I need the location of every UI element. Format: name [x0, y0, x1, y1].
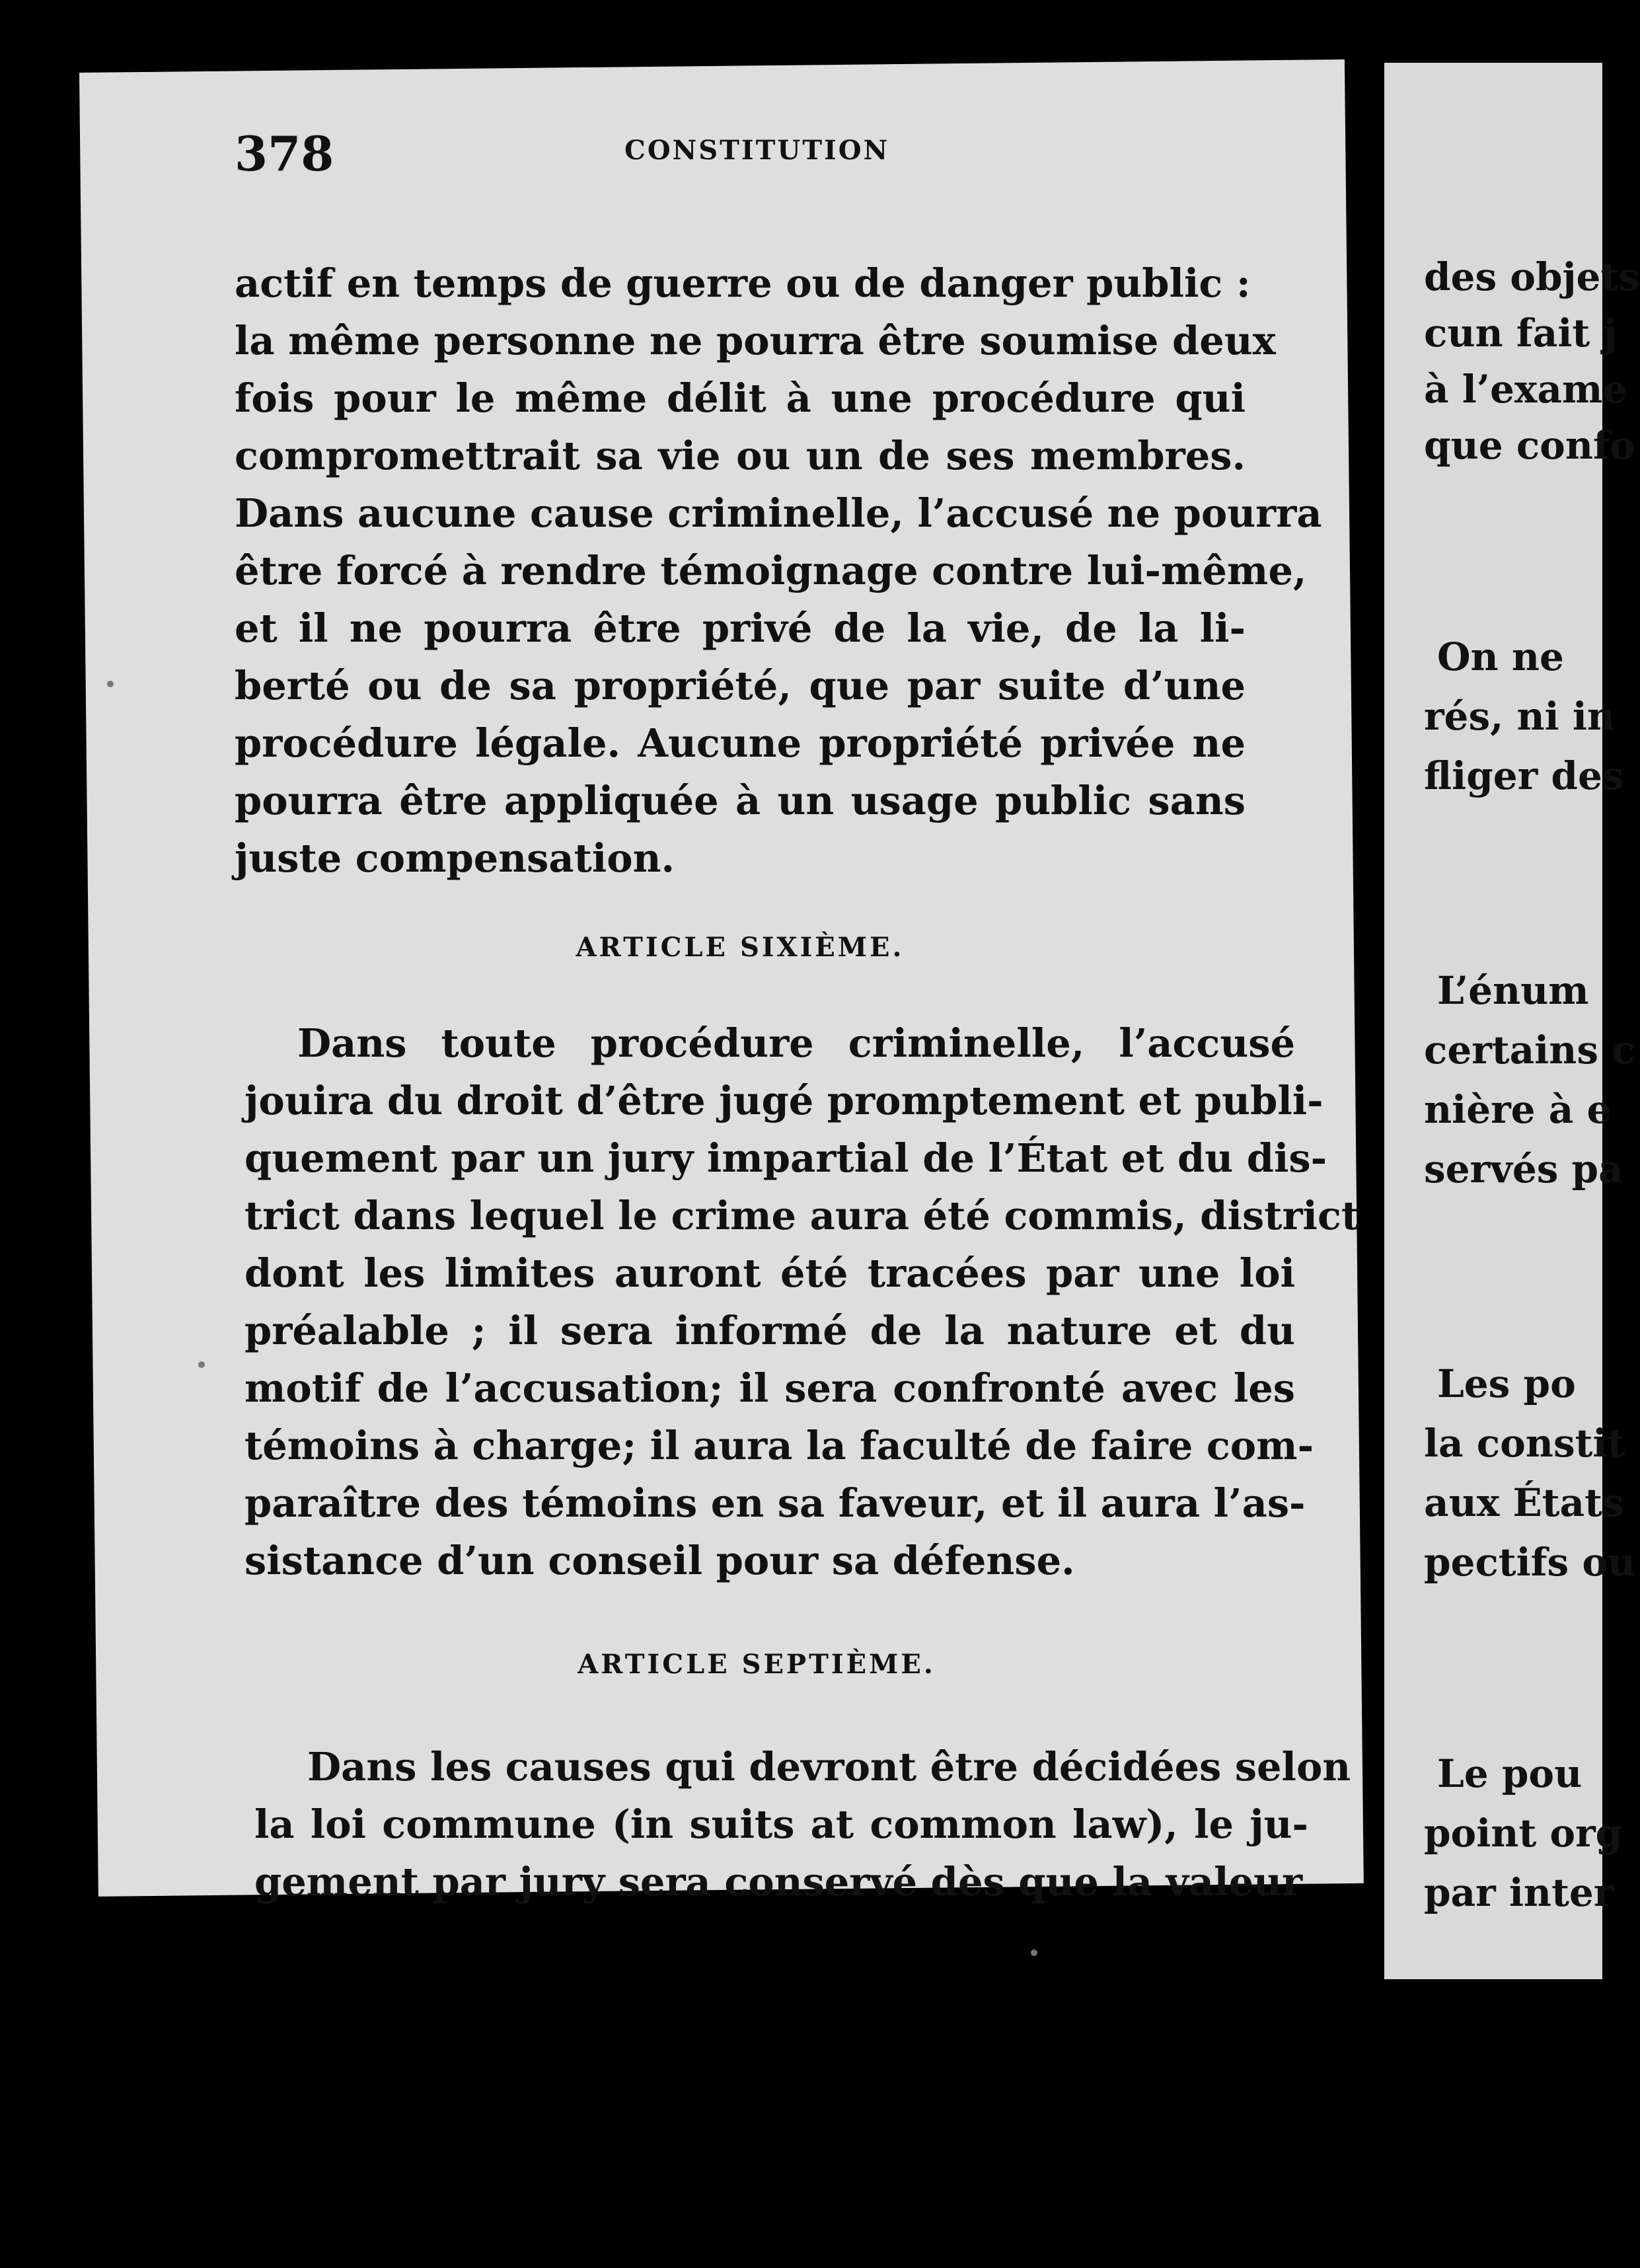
- heading-article-septieme: ARTICLE SEPTIÈME.: [578, 1649, 936, 1680]
- right-page-line: la constit: [1424, 1421, 1625, 1466]
- dust-speck: [1031, 1949, 1037, 1956]
- text-line: la même personne ne pourra être soumise deux: [235, 318, 1276, 363]
- text-line: la loi commune (in suits at common law), le ju-: [254, 1801, 1308, 1847]
- page-header: [235, 126, 1252, 185]
- text-line: gement par jury sera conservé dès que la valeur: [254, 1859, 1303, 1905]
- right-page-line: Le pou: [1437, 1751, 1583, 1796]
- dust-speck: [107, 681, 114, 687]
- right-page-line: à l’exame: [1424, 367, 1627, 412]
- text-line: dont les limites auront été tracées par une loi: [244, 1250, 1295, 1296]
- right-page-line: Les po: [1437, 1361, 1576, 1406]
- right-page-line: que confo: [1424, 423, 1635, 468]
- right-page-line: pectifs ou: [1424, 1540, 1636, 1585]
- right-page-line: certains c: [1424, 1028, 1635, 1073]
- right-page-line: servés pa: [1424, 1147, 1623, 1191]
- right-page-line: des objets: [1424, 254, 1640, 299]
- right-page-line: On ne: [1437, 634, 1564, 679]
- text-line: compromettrait sa vie ou un de ses membres.: [235, 433, 1246, 478]
- text-line: procédure légale. Aucune propriété privée ne: [235, 720, 1246, 766]
- right-page-line: cun fait j: [1424, 311, 1618, 356]
- heading-article-sixieme: ARTICLE SIXIÈME.: [576, 932, 905, 963]
- text-line: Dans toute procédure criminelle, l’accusé: [297, 1020, 1295, 1066]
- text-line: Dans aucune cause criminelle, l’accusé ne pourra: [235, 490, 1322, 536]
- right-page-line: fliger des: [1424, 753, 1624, 798]
- right-page-line: par inter: [1424, 1870, 1614, 1915]
- right-page: [1384, 63, 1640, 1979]
- page-number: 378: [235, 126, 334, 182]
- right-page-line: aux États: [1424, 1480, 1624, 1525]
- text-line: fois pour le même délit à une procédure qui: [235, 375, 1246, 421]
- right-page-line: point org: [1424, 1811, 1623, 1856]
- text-line: Dans les causes qui devront être décidées selon: [307, 1744, 1351, 1790]
- dust-speck: [198, 1361, 205, 1368]
- paragraph-3: [254, 1738, 1351, 1910]
- text-line: juste compensation.: [235, 835, 675, 881]
- right-page-line: nière à e: [1424, 1087, 1612, 1132]
- paragraph-2: [244, 1014, 1360, 1589]
- text-line: témoins à charge; il aura la faculté de faire com-: [244, 1423, 1314, 1468]
- text-line: paraître des témoins en sa faveur, et il aura l’as-: [244, 1480, 1306, 1526]
- right-page-line: rés, ni in: [1424, 694, 1616, 739]
- running-head: CONSTITUTION: [624, 135, 890, 166]
- text-line: trict dans lequel le crime aura été commis, district: [244, 1193, 1360, 1238]
- text-line: et il ne pourra être privé de la vie, de la li-: [235, 605, 1246, 651]
- right-page-line: L’énum: [1437, 968, 1589, 1013]
- paragraph-1: [235, 254, 1322, 887]
- text-line: pourra être appliquée à un usage public sans: [235, 778, 1246, 823]
- text-line: motif de l’accusation; il sera confronté avec les: [244, 1365, 1295, 1411]
- text-line: quement par un jury impartial de l’État et du dis-: [244, 1135, 1327, 1181]
- text-line: préalable ; il sera informé de la nature et du: [244, 1308, 1295, 1353]
- text-line: être forcé à rendre témoignage contre lui-même,: [235, 548, 1307, 593]
- text-line: sistance d’un conseil pour sa défense.: [244, 1538, 1075, 1583]
- text-line: jouira du droit d’être jugé promptement et publi-: [244, 1078, 1323, 1123]
- text-line: berté ou de sa propriété, que par suite d’une: [235, 663, 1246, 708]
- text-line: actif en temps de guerre ou de danger public :: [235, 260, 1251, 306]
